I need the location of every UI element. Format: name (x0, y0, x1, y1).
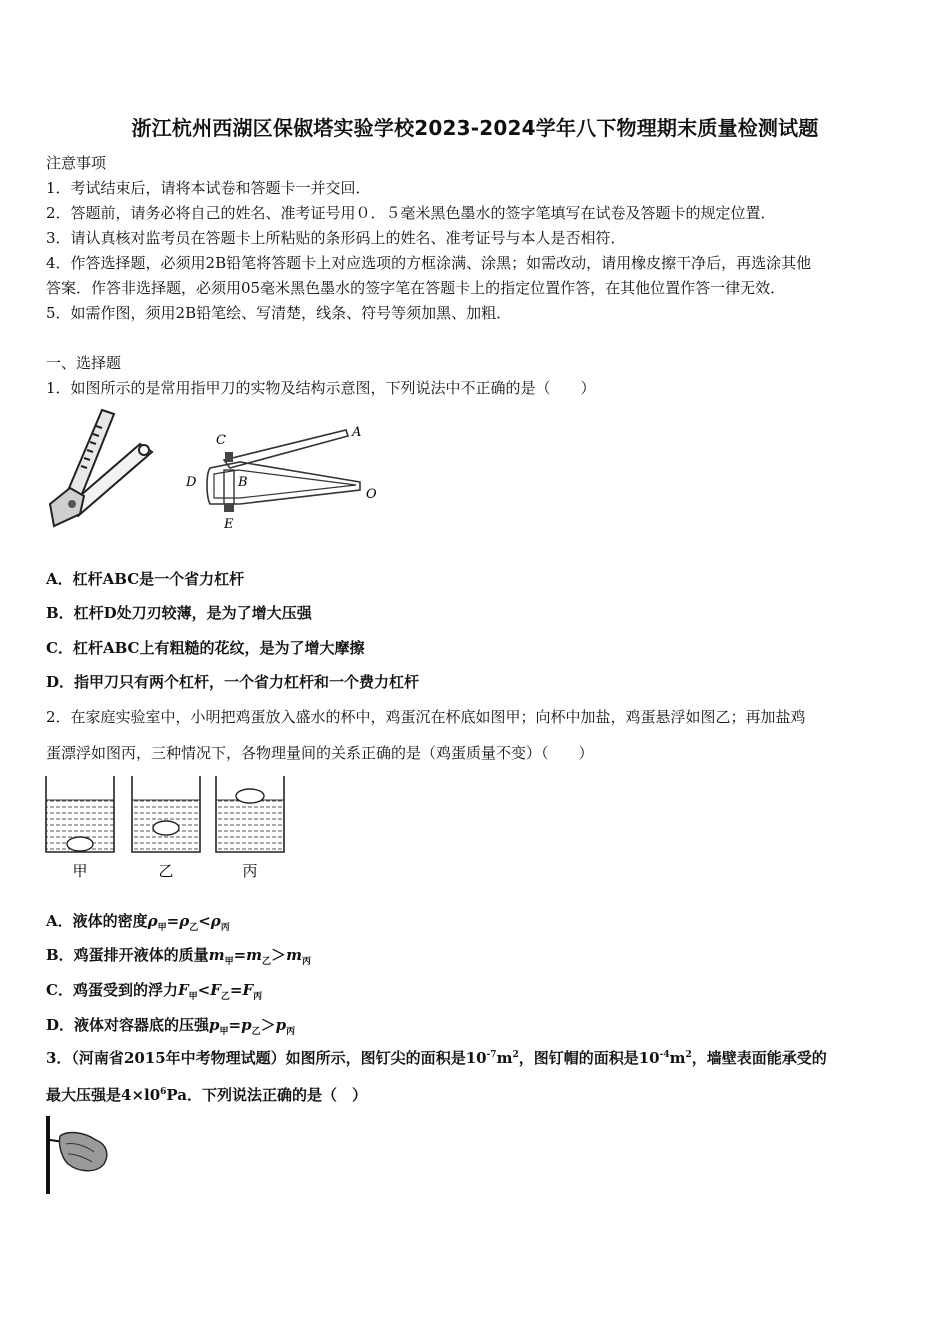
q3-text-5: Pa．下列说法正确的是（ ） (166, 1086, 368, 1104)
label-b: B (238, 475, 248, 490)
q2-b-rel: ＞ (271, 946, 287, 964)
pin-b (224, 470, 234, 504)
egg-cups-figure (44, 774, 286, 882)
clipper-hole (139, 445, 149, 455)
q2-c-rel: < (197, 981, 211, 999)
egg-sunk (67, 837, 93, 851)
q2-a-eq: = (166, 912, 180, 930)
cup-label-bing: 丙 (242, 862, 258, 880)
q2-d-sub2: 乙 (251, 1027, 261, 1037)
notice-item-4: 4．作答选择题，必须用2B铅笔将答题卡上对应选项的方框涂满、涂黑；如需改动，请用橡皮擦干净后，再选涂其他 (46, 254, 812, 272)
label-a: A (352, 425, 362, 440)
q3-unit-1: m (496, 1049, 513, 1067)
q2-c-text: C．鸡蛋受到的浮力 (46, 981, 178, 999)
q2-stem-line2: 蛋漂浮如图丙，三种情况下，各物理量间的关系正确的是（鸡蛋质量不变）（ ） (46, 744, 594, 762)
q3-unit-2: m (669, 1049, 686, 1067)
q1-option-d: D．指甲刀只有两个杠杆，一个省力杠杆和一个费力杠杆 (46, 673, 420, 691)
q2-c-sub2: 乙 (220, 992, 230, 1002)
q1-option-c: C．杠杆ABC上有粗糙的花纹，是为了增大摩擦 (46, 639, 365, 657)
label-e: E (224, 517, 234, 532)
q2-c-f1: F (177, 981, 189, 999)
cup-label-yi: 乙 (158, 862, 174, 880)
pin-top-c (225, 452, 233, 462)
q2-b-eq: = (233, 946, 247, 964)
q3-text-2: ，图钉帽的面积是10 (518, 1049, 660, 1067)
q3-stem-line2 (46, 1084, 367, 1105)
q3-exp-3: -4 (659, 1050, 670, 1060)
q2-d-p2: p (241, 1016, 252, 1034)
nail-clipper-diagram (180, 418, 380, 536)
q2-c-sub3: 丙 (253, 992, 263, 1002)
q2-d-rel: ＞ (260, 1016, 276, 1034)
thumbtack-figure (44, 1114, 114, 1196)
q3-exp-2: 2 (512, 1050, 519, 1060)
q3-text-3: ，墙壁表面能承受的 (691, 1049, 827, 1067)
q2-b-text: B．鸡蛋排开液体的质量 (46, 946, 209, 964)
notice-item-5: 5．如需作图，须用2B铅笔绘、写清楚，线条、符号等须加黑、加粗． (46, 304, 512, 322)
q2-c-f3: F (242, 981, 254, 999)
cup-yi (132, 776, 200, 852)
q2-a-text: A．液体的密度 (46, 912, 148, 930)
q2-a-sub1: 甲 (157, 923, 167, 933)
q3-text-4: 最大压强是4×l0 (46, 1086, 161, 1104)
q2-d-text: D．液体对容器底的压强 (46, 1016, 210, 1034)
q3-text-1: 3．（河南省2015年中考物理试题）如图所示，图钉尖的面积是10 (46, 1049, 487, 1067)
q2-option-c (46, 979, 262, 1002)
notice-item-4-cont: 答案．作答非选择题，必须用05毫米黑色墨水的签字笔在答题卡上的指定位置作答，在其他位置作答一律无效． (46, 279, 786, 297)
q3-exp-5: 6 (160, 1087, 167, 1097)
notice-item-2: 2．答题前，请务必将自己的姓名、准考证号用０．５毫米黑色墨水的签字笔填写在试卷及答题卡的规定位置． (46, 204, 776, 222)
notice-heading: 注意事项 (46, 154, 107, 172)
q2-a-rho3: ρ (210, 912, 221, 930)
q2-b-sub2: 乙 (262, 957, 272, 967)
q2-option-b (46, 944, 311, 967)
q1-option-a: A．杠杆ABC是一个省力杠杆 (46, 570, 245, 588)
cup-label-jia: 甲 (72, 862, 88, 880)
cup-jia (46, 776, 114, 852)
label-c: C (216, 433, 226, 448)
q2-stem-line1: 2．在家庭实验室中，小明把鸡蛋放入盛水的杯中，鸡蛋沉在杯底如图甲；向杯中加盐，鸡蛋悬浮如图乙；再加盐鸡 (46, 708, 806, 726)
nail-clipper-photo (44, 404, 164, 534)
q2-a-rho1: ρ (147, 912, 158, 930)
q2-c-sub1: 甲 (188, 992, 198, 1002)
q2-a-rel: < (198, 912, 211, 930)
clipper-pivot (68, 500, 76, 508)
q2-b-m1: m (208, 946, 225, 964)
label-d: D (186, 475, 197, 490)
q3-exp-4: 2 (685, 1050, 692, 1060)
clipper-jaw (50, 488, 84, 526)
q2-d-p1: p (209, 1016, 220, 1034)
q2-option-d (46, 1014, 295, 1037)
q1-option-b: B．杠杆D处刀刃较薄，是为了增大压强 (46, 604, 312, 622)
page-title: 浙江杭州西湖区保俶塔实验学校2023-2024学年八下物理期末质量检测试题 (131, 116, 819, 140)
blade-e (224, 504, 234, 512)
q2-b-sub3: 丙 (301, 957, 311, 967)
notice-item-3: 3．请认真核对监考员在答题卡上所粘贴的条形码上的姓名、准考证号与本人是否相符． (46, 229, 626, 247)
q2-a-sub3: 丙 (220, 923, 230, 933)
q2-a-sub2: 乙 (189, 923, 199, 933)
q2-d-eq: = (228, 1016, 242, 1034)
notice-item-1: 1．考试结束后，请将本试卷和答题卡一并交回． (46, 179, 371, 197)
egg-floating (236, 789, 264, 803)
q2-c-f2: F (210, 981, 221, 999)
q1-stem: 1．如图所示的是常用指甲刀的实物及结构示意图，下列说法中不正确的是（ ） (46, 379, 596, 397)
q2-a-rho2: ρ (179, 912, 190, 930)
wall (46, 1116, 50, 1194)
label-o: O (366, 487, 377, 502)
egg-suspended (153, 821, 179, 835)
q2-d-p3: p (275, 1016, 287, 1034)
q2-b-m3: m (286, 946, 302, 964)
q3-stem-line1 (46, 1047, 827, 1068)
q2-b-m2: m (246, 946, 263, 964)
cup-bing (216, 776, 284, 852)
upper-lever (214, 470, 356, 498)
thumb-hand (59, 1133, 106, 1171)
q2-d-sub3: 丙 (286, 1027, 296, 1037)
q3-exp-1: -7 (486, 1050, 497, 1060)
q2-c-eq: = (229, 981, 243, 999)
q2-d-sub1: 甲 (219, 1027, 229, 1037)
q2-b-sub1: 甲 (224, 957, 234, 967)
section-heading: 一、选择题 (46, 354, 122, 372)
q2-option-a (46, 910, 230, 933)
